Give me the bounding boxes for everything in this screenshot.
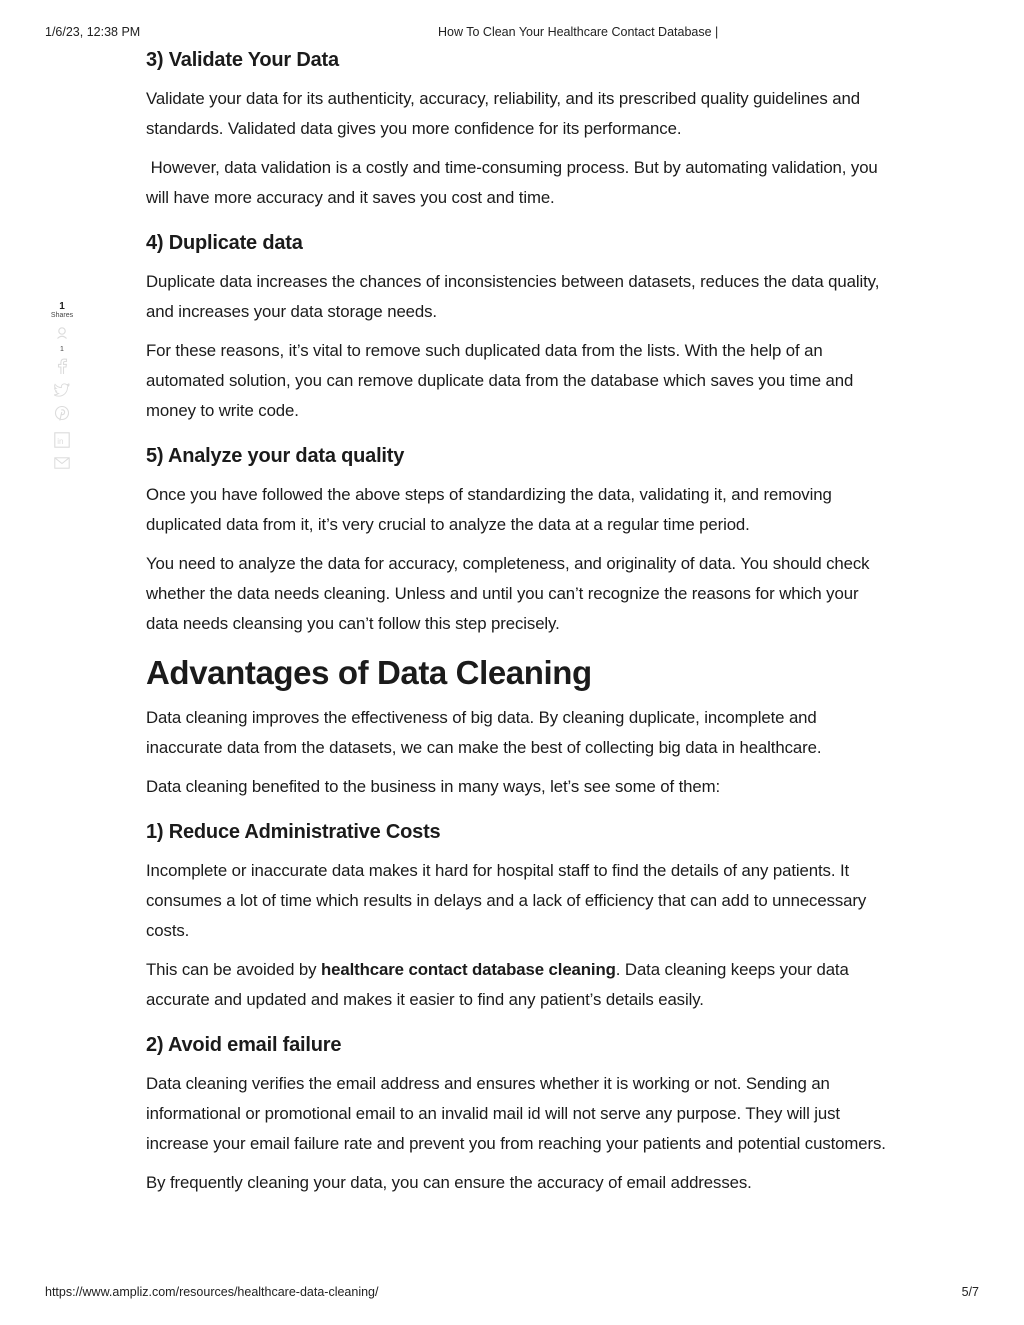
section-heading-reduce-costs: 1) Reduce Administrative Costs <box>146 821 441 843</box>
paragraph: You need to analyze the data for accuracy, completeness, and originality of data. You should check whether the data needs cleaning. Unless and until you can’t recognize the reasons for which your data needs cleansing you can’t follow this step precisely. <box>146 554 870 633</box>
print-header <box>45 25 979 41</box>
facebook-icon[interactable] <box>55 357 69 375</box>
paragraph: Validate your data for its authenticity, accuracy, reliability, and its prescribed quality guidelines and standards. Validated data gives you more confidence for its performance. <box>146 89 860 138</box>
section-heading-validate: 3) Validate Your Data <box>146 49 339 71</box>
pinterest-icon[interactable] <box>54 405 70 423</box>
share-count-label: Shares <box>50 312 74 319</box>
paragraph: However, data validation is a costly and time-consuming process. But by automating validation, you will have more accuracy and it saves you cost and time. <box>146 158 883 207</box>
svg-text:in: in <box>57 437 64 446</box>
paragraph: For these reasons, it’s vital to remove such duplicated data from the lists. With the help of an automated solution, you can remove duplicate data from the database which saves you time and money to write code. <box>146 341 854 420</box>
paragraph-text: This can be avoided by <box>146 960 321 979</box>
paragraph: By frequently cleaning your data, you can ensure the accuracy of email addresses. <box>146 1173 752 1192</box>
section-heading-analyze: 5) Analyze your data quality <box>146 445 405 467</box>
paragraph: Data cleaning improves the effectiveness of big data. By cleaning duplicate, incomplete and inaccurate data from the datasets, we can make the best of collecting big data in healthcare. <box>146 708 822 757</box>
section-heading-duplicate: 4) Duplicate data <box>146 232 303 254</box>
share-count: 1 <box>59 301 65 312</box>
email-icon[interactable] <box>54 457 70 469</box>
print-footer <box>45 1285 979 1301</box>
paragraph: Data cleaning verifies the email address and ensures whether it is working or not. Sending an informational or promotional email to an invalid mail id will not serve any purpose. They will just increase your email failure rate and prevent you from reaching your patients and potential customers. <box>146 1074 886 1153</box>
print-url[interactable]: https://www.ampliz.com/resources/healthcare-data-cleaning/ <box>45 1285 379 1299</box>
article-content <box>146 46 886 1207</box>
print-page-title: How To Clean Your Healthcare Contact Database | <box>438 25 719 39</box>
paragraph: Once you have followed the above steps of standardizing the data, validating it, and removing duplicated data from it, it’s very crucial to analyze the data at a regular time period. <box>146 485 832 534</box>
heading-advantages: Advantages of Data Cleaning <box>146 654 592 691</box>
paragraph: Duplicate data increases the chances of inconsistencies between datasets, reduces the data quality, and increases your data storage needs. <box>146 272 880 321</box>
linkedin-icon[interactable] <box>54 432 70 448</box>
share-rail <box>45 302 79 469</box>
paragraph <box>146 955 886 1015</box>
facebook-share-count: 1 <box>60 346 64 353</box>
page-number: 5/7 <box>961 1285 979 1299</box>
bold-keyword: healthcare contact database cleaning <box>320 960 616 979</box>
paragraph-text: . Data cleaning keeps your data accurate and updated and makes it easier to find any patient’s details easily. <box>146 960 849 1009</box>
paragraph: Data cleaning benefited to the business in many ways, let’s see some of them: <box>146 777 721 796</box>
section-heading-email-failure: 2) Avoid email failure <box>146 1034 342 1056</box>
twitter-icon[interactable] <box>54 383 70 397</box>
paragraph: Incomplete or inaccurate data makes it hard for hospital staff to find the details of any patients. It consumes a lot of time which results in delays and a lack of efficiency that can add to unnecessary costs. <box>146 861 867 940</box>
print-datetime: 1/6/23, 12:38 PM <box>45 25 141 39</box>
share-icon[interactable] <box>55 326 69 340</box>
